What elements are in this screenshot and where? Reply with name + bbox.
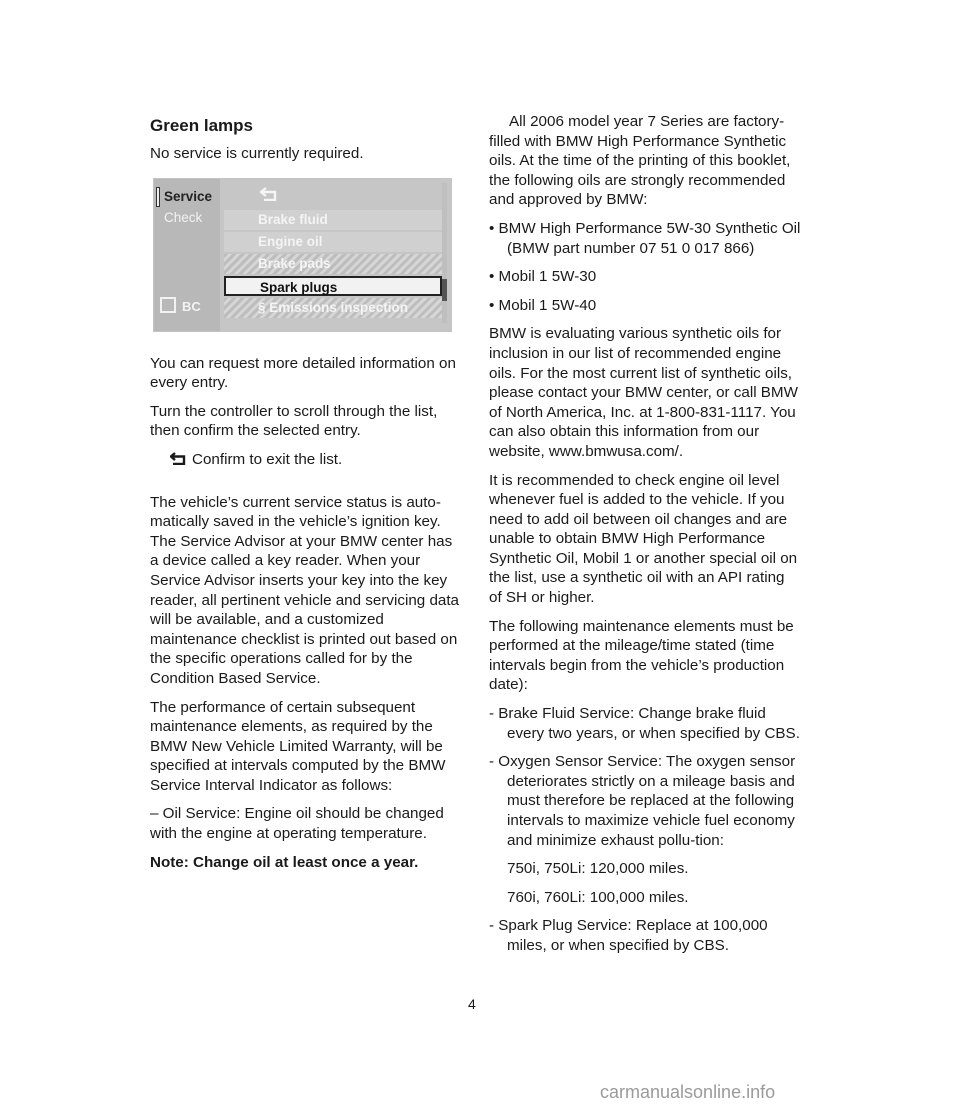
section-heading: Green lamps — [150, 116, 253, 135]
paragraph: – Oil Service: Engine oil should be changed with the engine at operating temperature. — [150, 805, 444, 843]
confirm-exit-line: Confirm to exit the list. — [150, 450, 462, 471]
service-item: - Brake Fluid Service: Change brake fluid every two years, or when specified by CBS. — [489, 705, 800, 742]
note-text: Note: Change oil at least once a year. — [150, 853, 419, 871]
paragraph: Turn the controller to scroll through the list, then confirm the selected entry. — [150, 402, 438, 440]
tab-check: Check — [164, 209, 203, 225]
bullet-item: • Mobil 1 5W-30 — [489, 268, 597, 286]
idrive-service-screen — [153, 178, 452, 332]
left-column — [150, 112, 462, 881]
paragraph: All 2006 model year 7 Series are factory-filled with BMW High Performance Synthetic oils. At the time of the printing of this booklet, the following oils are strongly recommended and approved by BMW: — [489, 113, 791, 209]
watermark: carmanualsonline.info — [600, 1082, 776, 1102]
paragraph: It is recommended to check engine oil level whenever fuel is added to the vehicle. If you need to add oil between oil changes and are unable to obtain BMW High Performance Synthetic Oil, Mobil 1 or another special oil on the list, use a synthetic oil with an API rating of SH or higher. — [489, 471, 798, 607]
screen-item-brake-pads: Brake pads — [224, 254, 442, 274]
page-number: 4 — [468, 996, 476, 1012]
mileage-line: 750i, 750Li: 120,000 miles. — [507, 860, 689, 878]
right-column — [489, 112, 801, 965]
paragraph: The performance of certain subsequent maintenance elements, as required by the BMW New Vehicle Limited Warranty, will be specified at intervals computed by the BMW Service Interval Indicator as follows: — [150, 698, 446, 794]
bc-menu-item: BC — [160, 297, 201, 317]
screen-item-engine-oil: Engine oil — [224, 232, 442, 252]
screen-item-spark-plugs: Spark plugs — [224, 276, 442, 296]
paragraph: BMW is evaluating various synthetic oils for inclusion in our list of recommended engine oils. For the most current list of synthetic oils, please contact your BMW center, or call BMW of North America, Inc. at 1-800-831-1117. You can also obtain this information from our website, www.bmwusa.com/. — [489, 325, 798, 460]
paragraph: You can request more detailed information on every entry. — [150, 354, 456, 392]
back-arrow-icon — [170, 451, 186, 471]
mileage-line: 760i, 760Li: 100,000 miles. — [507, 888, 689, 906]
back-arrow-icon — [260, 186, 278, 206]
intro-text: No service is currently required. — [150, 145, 364, 162]
screen-item-emissions-inspection: § Emissions inspection — [224, 298, 442, 318]
service-item: - Spark Plug Service: Replace at 100,000 miles, or when specified by CBS. — [489, 917, 768, 954]
paragraph: The following maintenance elements must be performed at the mileage/time stated (time intervals begin from the vehicle’s production date): — [489, 617, 794, 694]
paragraph: The vehicle’s current service status is auto-matically saved in the vehicle’s ignition key. The Service Advisor at your BMW center has a device called a key reader. When your Service Advisor inserts your key into the key reader, all pertinent vehicle and servicing data will be available, and a customized maintenance checklist is printed out based on the specific operations called for by the Condition Based Service. — [150, 493, 459, 687]
bullet-item: • BMW High Performance 5W-30 Synthetic Oil (BMW part number 07 51 0 017 866) — [489, 219, 801, 257]
tab-service: Service — [156, 187, 220, 207]
bullet-item: • Mobil 1 5W-40 — [489, 296, 597, 314]
screen-scrollbar — [442, 183, 447, 323]
service-item: - Oxygen Sensor Service: The oxygen sensor deteriorates strictly on a mileage basis and must therefore be replaced at the following intervals to maximize vehicle fuel economy and minimize exhaust pollu-tion: — [489, 753, 796, 849]
bc-icon — [160, 297, 176, 313]
screen-item-brake-fluid: Brake fluid — [224, 210, 442, 230]
